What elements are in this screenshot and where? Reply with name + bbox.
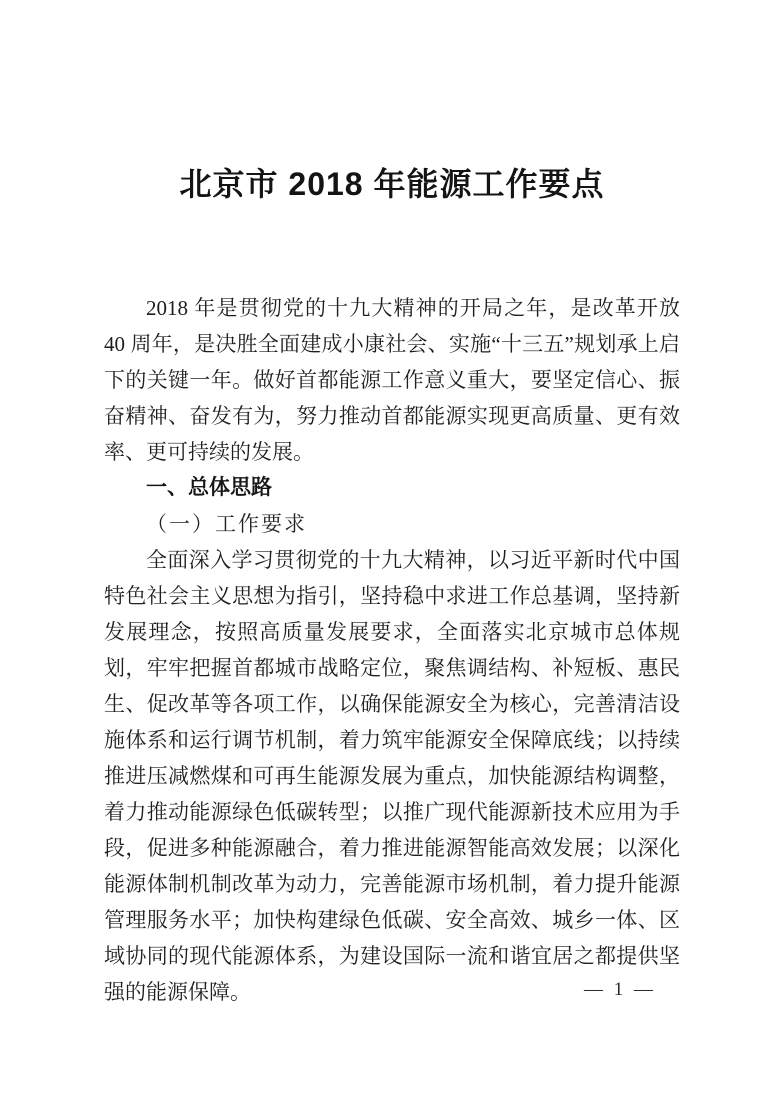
document-title: 北京市 2018 年能源工作要点 bbox=[179, 166, 605, 202]
page-number: — 1 — bbox=[584, 979, 656, 1000]
intro-paragraph: 2018 年是贯彻党的十九大精神的开局之年，是改革开放 40 周年，是决胜全面建成小康社会、实施“十三五”规划承上启下的关键一年。做好首都能源工作意义重大，要坚定信心、振奋精神、奋发有为，努力推动首都能源实现更高质量、更有效率、更可持续的发展。 bbox=[104, 296, 680, 464]
subsection-heading-work-requirements: （一）工作要求 bbox=[146, 512, 307, 536]
document-content bbox=[104, 0, 680, 1010]
body-paragraph: 全面深入学习贯彻党的十九大精神，以习近平新时代中国特色社会主义思想为指引，坚持稳中求进工作总基调，坚持新发展理念，按照高质量发展要求，全面落实北京城市总体规划，牢牢把握首都城市战略定位，聚焦调结构、补短板、惠民生、促改革等各项工作，以确保能源安全为核心，完善清洁设施体系和运行调节机制，着力筑牢能源安全保障底线；以持续推进压减燃煤和可再生能源发展为重点，加快能源结构调整，着力推动能源绿色低碳转型；以推广现代能源新技术应用为手段，促进多种能源融合，着力推进能源智能高效发展；以深化能源体制机制改革为动力，完善能源市场机制，着力提升能源管理服务水平；加快构建绿色低碳、安全高效、城乡一体、区域协同的现代能源体系，为建设国际一流和谐宜居之都提供坚强的能源保障。 bbox=[104, 548, 680, 1004]
section-heading-overall-approach: 一、总体思路 bbox=[146, 476, 272, 499]
